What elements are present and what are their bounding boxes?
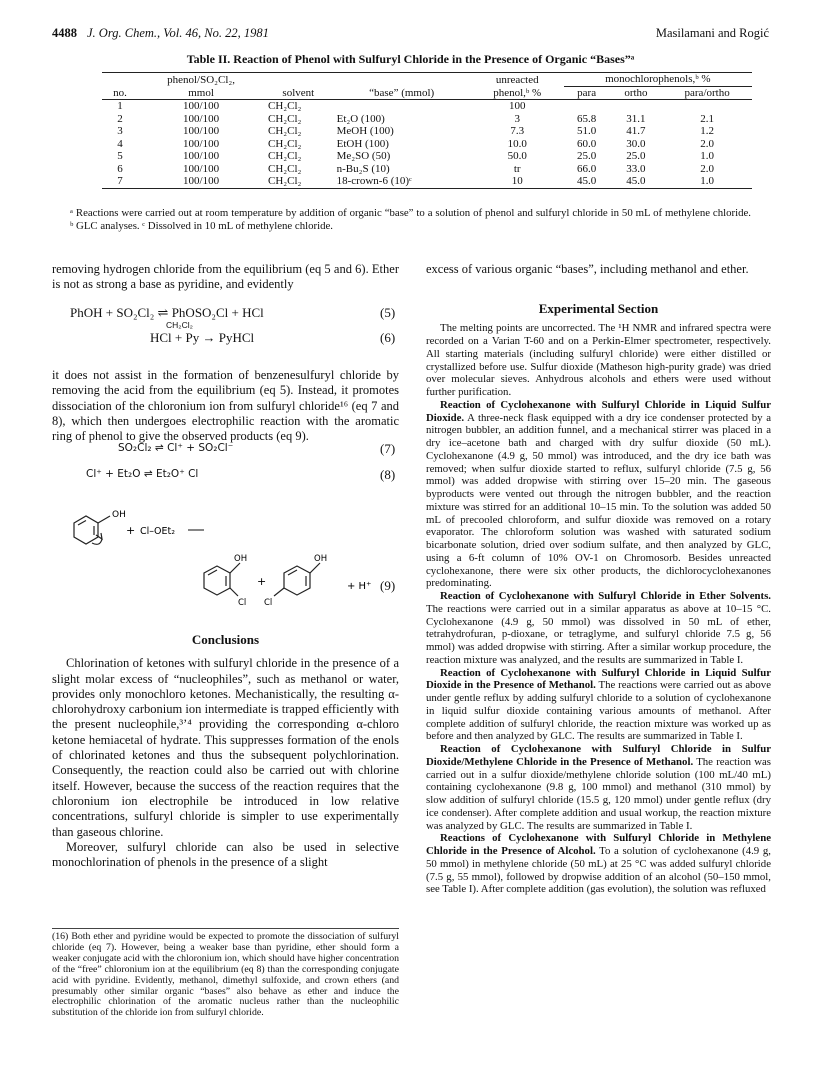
page-number: 4488 bbox=[52, 26, 77, 40]
equation-6: HCl + Py → PyHCl bbox=[150, 330, 255, 345]
table-cell: CH₂Cl₂ bbox=[268, 137, 302, 150]
table-footnote: ᵃ Reactions were carried out at room temperature by addition of organic “base” to a solution of phenol and sulfuryl chloride in 50 mL of methylene chloride. ᵇ GLC analyses. ᶜ Dissolved in 10 mL of methylene chloride. bbox=[70, 207, 751, 232]
procedure-1-text: A three-neck flask equipped with a dry ice condenser protected by a nitrogen bubbler, an addition funnel, and a mechanical stirrer was placed in a dry ice–acetone bath and charged with dry sulfur dioxide (50 mL). Cyclohexanone (4.9 g, 50 mmol) was introduced, and the dry ice bath was removed; when sulfur dioxide started to reflux, sulfuryl chloride (7.5 g, 56 mmol) was added dropwise with stirring over 15–20 min. The gaseous byproducts were vented out through the nitrogen bubbler, and the reaction mixture was stirred for an additional 10–15 min. To the solution was added 50 mL of precooled chloroform, and sulfur dioxide was removed on a rotary evaporator. The chloroform solution was washed with saturated sodium bicarbonate solution, dried over sodium sulfate, and then analyzed by GLC, using a 6-ft column of 10% OV-1 on Chromosorb. Besides unreacted cyclohexanone, there were six other products, the dichlorocyclohexanones predominating. bbox=[426, 411, 771, 590]
procedure-2-text: The reactions were carried out in a similar apparatus as above at 10–15 °C. Cyclohexanone (4.9 g, 50 mmol) was dissolved in 50 mL of ether, tetrahydrofuran, p-dioxane, or tetraglyme, and sulfuryl chloride 7.5 g, 56 mmol) was added dropwise with stirring. After a similar workup procedure, the reaction mixture was analyzed, and the results are summarized in Table I. bbox=[426, 602, 771, 666]
procedure-4-text: The reaction was carried out in a sulfur dioxide/methylene chloride solution (100 mL/40 mL) containing cyclohexanone (9.8 g, 100 mmol) and methanol (310 mmol) by slow addition of sulfuryl chloride (15.5 g, 120 mmol) under gentle reflux (dry ice condenser). After complete addition and usual workup, the reaction mixture was analyzed by GLC. The results are summarized in Table I. bbox=[426, 755, 771, 832]
table-cell: 100/100 bbox=[183, 137, 220, 150]
table-cell: 45.0 bbox=[577, 175, 597, 187]
journal-citation: J. Org. Chem., Vol. 46, No. 22, 1981 bbox=[87, 26, 269, 40]
equation-8: Cl⁺ + Et₂O ⇌ Et₂O⁺ Cl bbox=[86, 468, 199, 480]
experimental-heading: Experimental Section bbox=[538, 301, 659, 316]
table-cell bbox=[333, 100, 471, 113]
scheme-plus-1: + bbox=[126, 524, 136, 537]
conclusions-paragraph-1: Chlorination of ketones with sulfuryl chloride in the presence of a slight molar excess of “nucleophiles”, such as methanol or water, provides only monochloro ketones. Mechanistically, the resulting α-chlorohydroxy carbonium ion intermediate is trapped efficiently with the present nucleophile,³ʼ⁴ providing the corresponding α-chloro ketone hemiacetal of hydrate. This suppresses formation of the enols of chlorinated ketones and thus the subsequent polychlorination. Consequently, the reaction could also be carried out with chlorine itself. However, because the success of the reaction requires that the chloronium ion electrophile be introduced in low relative concentrations, sulfuryl chloride is simpler to use experimentally than gaseous chlorine. bbox=[52, 656, 399, 839]
th-ratio-2: mmol bbox=[188, 86, 214, 99]
th-base-spacer bbox=[333, 73, 471, 87]
experimental-body bbox=[426, 322, 771, 896]
th-para-ortho: para/ortho bbox=[684, 86, 730, 99]
procedure-4-heading: Reaction of Cyclohexanone with Sulfuryl Chloride in Sulfur Dioxide/Methylene Chloride in the Presence of Methanol. bbox=[426, 743, 771, 768]
procedure-3-heading: Reaction of Cyclohexanone with Sulfuryl Chloride in Liquid Sulfur Dioxide in the Presence of Methanol. bbox=[426, 666, 771, 692]
equation-8-number: (8) bbox=[380, 467, 396, 482]
table-cell: 18-crown-6 (10)ᶜ bbox=[336, 175, 412, 187]
para-oh-label: OH bbox=[314, 554, 328, 564]
table-cell: 50.0 bbox=[507, 150, 527, 162]
table-row bbox=[102, 138, 752, 151]
table-cell bbox=[662, 100, 752, 113]
procedure-4 bbox=[426, 743, 771, 832]
equation-5-condition: CH₂Cl₂ bbox=[166, 320, 193, 330]
th-unreacted-1: unreacted bbox=[495, 73, 539, 86]
procedure-3-text: The reactions were carried out as above under gentle reflux by adding sulfuryl chloride to a solution of cyclohexanone in liquid sulfur dioxide containing various amounts of methanol. After complete addition of sulfuryl chloride, the reaction mixture was worked up as before and then analyzed by GLC. The results are summarized in Table I. bbox=[426, 679, 771, 743]
equation-9-scheme bbox=[52, 485, 400, 620]
table-cell: 100 bbox=[508, 100, 526, 112]
table-cell: 100/100 bbox=[183, 100, 220, 112]
table-cell: 100/100 bbox=[183, 150, 220, 162]
procedure-2 bbox=[426, 590, 771, 667]
table-cell: 5 bbox=[117, 150, 123, 162]
header-left bbox=[52, 26, 269, 41]
equation-5-number: (5) bbox=[380, 305, 396, 320]
equation-7-number: (7) bbox=[380, 441, 396, 456]
table-cell: 100/100 bbox=[183, 175, 220, 187]
th-para: para bbox=[577, 86, 597, 99]
procedure-5 bbox=[426, 832, 771, 896]
th-unreacted-2: phenol,ᵇ % bbox=[493, 86, 542, 99]
conclusions-heading: Conclusions bbox=[191, 632, 260, 647]
procedure-1-heading: Reaction of Cyclohexanone with Sulfuryl Chloride in Liquid Sulfur Dioxide. bbox=[426, 398, 771, 424]
table-cell: CH₂Cl₂ bbox=[268, 112, 302, 125]
table-cell: 1.0 bbox=[700, 150, 714, 162]
table-cell: 41.7 bbox=[626, 125, 646, 137]
equation-5: PhOH + SO₂Cl₂ ⇌ PhOSO₂Cl + HCl bbox=[70, 305, 264, 320]
header-authors: Masilamani and Rogić bbox=[655, 26, 769, 40]
table-row bbox=[102, 163, 752, 176]
table-cell bbox=[610, 100, 663, 113]
table-cell: 2.1 bbox=[700, 112, 714, 125]
para-cl-label: Cl bbox=[264, 598, 273, 608]
table-cell: 1.2 bbox=[700, 125, 714, 137]
table-cell: 66.0 bbox=[577, 162, 597, 175]
th-solvent: solvent bbox=[282, 86, 315, 99]
procedure-3 bbox=[426, 667, 771, 744]
table-cell: 45.0 bbox=[626, 175, 646, 187]
table-cell: 1.0 bbox=[700, 175, 714, 187]
table-cell: 51.0 bbox=[577, 125, 597, 137]
table-cell: 2.0 bbox=[700, 162, 714, 175]
table-cell: Et₂O (100) bbox=[336, 112, 385, 125]
running-header bbox=[52, 26, 769, 42]
phenol-oh-label: OH bbox=[112, 510, 126, 520]
table-cell: CH₂Cl₂ bbox=[268, 150, 302, 162]
table-cell: CH₂Cl₂ bbox=[268, 162, 302, 175]
phenol-structure bbox=[74, 516, 110, 544]
table-cell: 10 bbox=[511, 175, 523, 187]
table-cell: 6 bbox=[117, 162, 123, 175]
table-cell: 2.0 bbox=[700, 137, 714, 150]
table-caption: Table II. Reaction of Phenol with Sulfuryl Chloride in the Presence of Organic “Bases”ᵃ bbox=[186, 52, 635, 66]
equation-7: SO₂Cl₂ ⇌ Cl⁺ + SO₂Cl⁻ bbox=[118, 442, 234, 454]
table-cell: 100/100 bbox=[183, 125, 220, 137]
table-cell: 4 bbox=[117, 137, 123, 150]
results-table bbox=[102, 72, 752, 189]
footnote-16: (16) Both ether and pyridine would be expected to promote the dissociation of sulfuryl chloride (eq 7). However, being a weaker base than pyridine, ether should form a weaker conjugate acid with the chloronium ion, which should have higher concentration of the “free” chloronium ion at the equilibrium (eq 8) than the corresponding conjugate acid with pyridine. Evidently, methanol, dimethyl sulfoxide, and crown ethers (and presumably other similar organic “bases” also behave as ether and induce the electrophilic chlorination of the aromatic nucleus rather than the nucleophilic substitution of the chloride ion from sulfuryl chloride. bbox=[52, 928, 399, 1019]
table-cell: Me₂SO (50) bbox=[336, 150, 391, 162]
table-cell: tr bbox=[513, 162, 521, 175]
table-cell: 100/100 bbox=[183, 112, 220, 125]
table-row bbox=[102, 150, 752, 163]
th-monochloro-group: monochlorophenols,ᵇ % bbox=[564, 73, 752, 87]
table-row bbox=[102, 100, 752, 113]
table-cell: CH₂Cl₂ bbox=[268, 125, 302, 137]
experimental-general: The melting points are uncorrected. The ¹H NMR and infrared spectra were recorded on a Varian T-60 and on a Perkin-Elmer spectrometer, respectively. All starting materials (including sulfuryl chloride) were either distilled or crystallized before use. Sulfur dioxide (Matheson high-purity grade) was dried over molecular sieves. Anhydrous alcohols and ethers were used without further purification. bbox=[426, 322, 771, 399]
equation-9-number: (9) bbox=[380, 578, 396, 593]
scheme-reagent: Cl–OEt₂ bbox=[140, 526, 176, 537]
procedure-1 bbox=[426, 399, 771, 590]
ortho-chlorophenol-structure bbox=[204, 563, 240, 596]
procedure-2-heading: Reaction of Cyclohexanone with Sulfuryl Chloride in Ether Solvents. bbox=[440, 590, 771, 603]
table-cell: 30.0 bbox=[626, 137, 646, 150]
procedure-5-text: To a solution of cyclohexanone (4.9 g, 50 mmol) in methylene chloride (50 mL) at 25 °C was added sulfuryl chloride (7.5 g, 55 mmol), followed by dropwise addition of an alcohol (50–150 mmol, see Table I). After complete addition (gas evolution), the solution was refluxed bbox=[426, 845, 771, 896]
table-cell: 25.0 bbox=[626, 150, 646, 162]
table-cell: 2 bbox=[117, 112, 123, 125]
equation-6-number: (6) bbox=[380, 330, 396, 345]
table-cell: 65.8 bbox=[577, 112, 597, 125]
scheme-plus-2: + bbox=[257, 575, 267, 588]
table-cell: 3 bbox=[514, 112, 520, 125]
conclusions-paragraph-2: Moreover, sulfuryl chloride can also be used in selective monochlorination of phenols in the presence of a slight bbox=[52, 839, 399, 870]
table-body bbox=[102, 100, 752, 189]
left-intro-paragraph: removing hydrogen chloride from the equilibrium (eq 5 and 6). Ether is not as strong a base as pyridine, and evidently bbox=[52, 262, 399, 292]
table-row bbox=[102, 175, 752, 188]
right-intro-paragraph: excess of various organic “bases”, including methanol and ether. bbox=[426, 262, 749, 276]
table-cell: CH₂Cl₂ bbox=[268, 175, 302, 187]
table-cell: EtOH (100) bbox=[336, 137, 389, 150]
procedure-5-heading: Reactions of Cyclohexanone with Sulfuryl Chloride in Methylene Chloride in the Presence of Alcohol. bbox=[426, 832, 771, 858]
table-cell: MeOH (100) bbox=[336, 125, 394, 137]
ortho-oh-label: OH bbox=[234, 554, 248, 564]
th-ortho: ortho bbox=[624, 86, 648, 99]
ortho-cl-label: Cl bbox=[238, 598, 247, 608]
scheme-hplus: + H⁺ bbox=[347, 581, 372, 592]
table-cell: 25.0 bbox=[577, 150, 597, 162]
experimental-section bbox=[426, 301, 771, 896]
th-ratio-1: phenol/SO₂Cl₂, bbox=[167, 73, 235, 86]
th-solvent-spacer bbox=[264, 73, 333, 87]
th-no: no. bbox=[113, 86, 127, 99]
table-cell: 33.0 bbox=[626, 162, 646, 175]
para-chlorophenol-structure bbox=[274, 563, 320, 596]
th-base: “base” (mmol) bbox=[369, 86, 435, 99]
table-cell: 7 bbox=[117, 175, 123, 187]
table-row bbox=[102, 113, 752, 126]
table-cell: 7.3 bbox=[510, 125, 525, 137]
table-cell: 10.0 bbox=[507, 137, 527, 150]
left-mechanism-paragraph: it does not assist in the formation of benzenesulfuryl chloride by removing the acid from the equilibrium (eq 5). Instead, it promotes dissociation of the chloronium ion from sulfuryl chloride¹⁶ (eq 7 and 8), which then undergoes electrophilic reaction with the aromatic ring of phenol to give the observed products (eq 9). bbox=[52, 368, 399, 444]
conclusions-block bbox=[52, 632, 399, 870]
th-no-spacer bbox=[102, 73, 138, 87]
table-cell: CH₂Cl₂ bbox=[268, 100, 302, 112]
table-cell: n-Bu₂S (10) bbox=[336, 162, 390, 175]
table-cell: 100/100 bbox=[183, 162, 220, 175]
table-cell: 60.0 bbox=[577, 137, 597, 150]
table-cell: 31.1 bbox=[626, 112, 646, 125]
table-row bbox=[102, 125, 752, 138]
table-cell: 3 bbox=[117, 125, 123, 137]
table-cell bbox=[564, 100, 610, 113]
table-cell: 1 bbox=[117, 100, 123, 112]
